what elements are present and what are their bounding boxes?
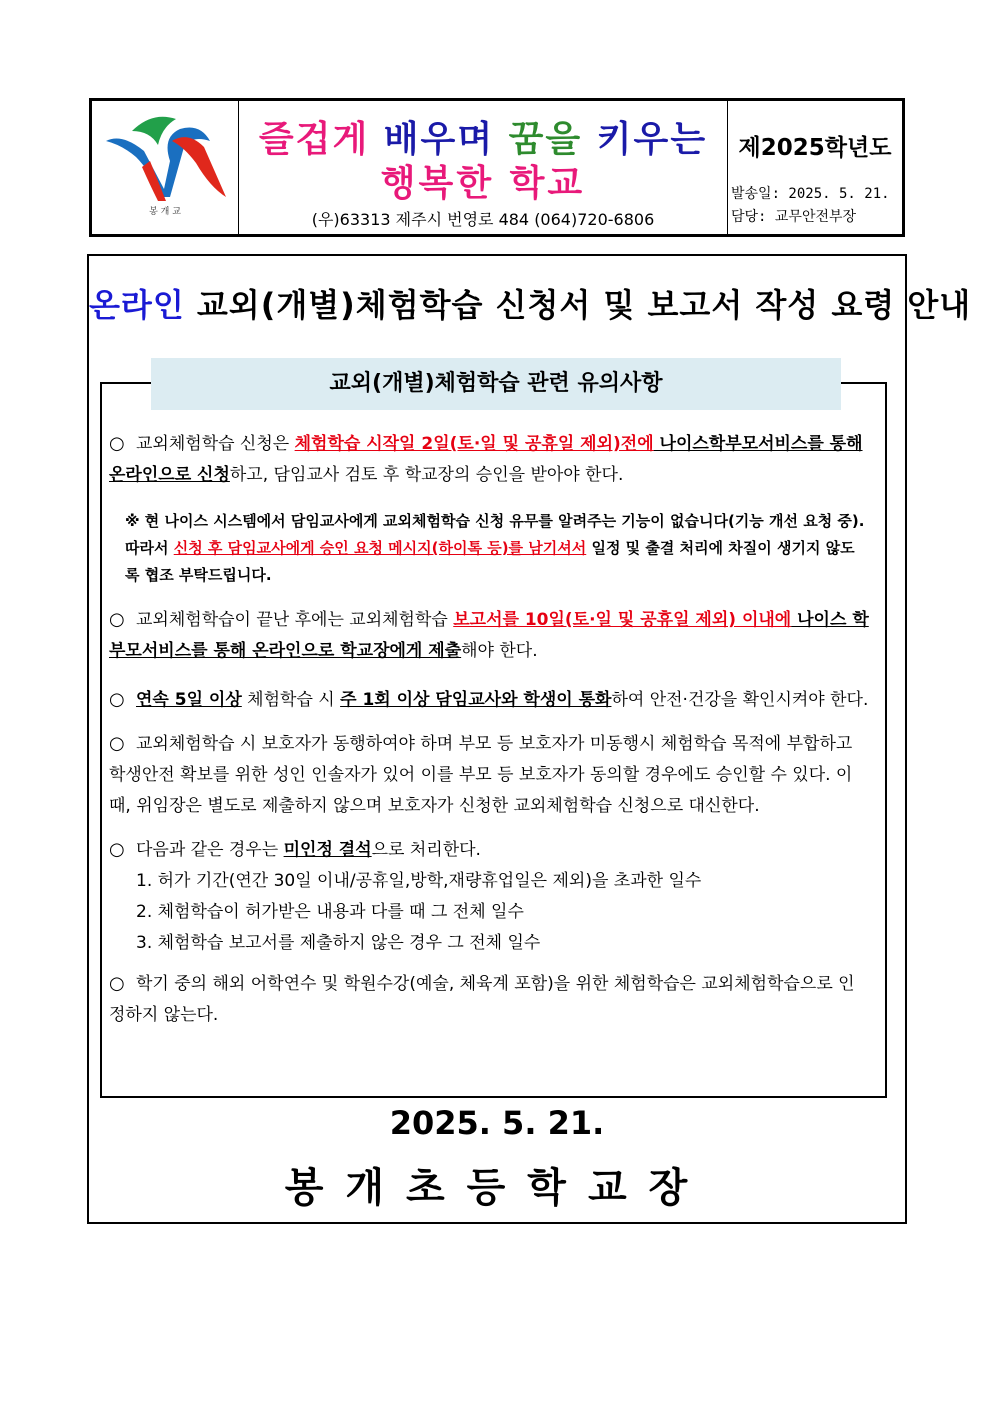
slogan-word <box>494 119 509 160</box>
issue-date: 2025. 5. 21. <box>389 1104 605 1142</box>
emphasis-text: 연속 5일 이상 <box>136 690 242 710</box>
list-item: ○ 교외체험학습 시 보호자가 동행하여야 하며 부모 등 보호자가 미동행시 체험학습 목적에 부합하고 학생안전 확보를 위한 성인 인솔자가 있어 이를 부모 등 보호자가 동의할 경우에도 승인할 수 있다. 이때, 위임장은 별도로 제출하지 않으며 보호자가 신청한 교외체험학습 신청으로 대신한다. <box>109 728 869 822</box>
bullet-icon: ○ <box>109 733 125 754</box>
slogan-word: 꿈을 <box>508 119 583 160</box>
slogan-word: 배우며 <box>383 119 495 160</box>
list-item: ○ 다음과 같은 경우는 미인정 결석으로 처리한다. 1. 허가 기간(연간 30일 이내/공휴일,방학,재량휴업일은 제외)을 초과한 일수 2. 체험학습이 허가받은 내용과 다를 때 그 전체 일수 3. 체험학습 보고서를 제출하지 않은 경우 그 전체 일수 <box>109 834 869 959</box>
svg-text:봉 개 교: 봉 개 교 <box>149 207 181 217</box>
slogan-word: 즐겁게 <box>258 119 370 160</box>
emphasis-text: 주 1회 이상 담임교사와 학생이 통화 <box>340 690 612 710</box>
emphasis-text: 신청 후 담임교사에게 승인 요청 메시지(하이톡 등)를 남기셔서 <box>173 539 587 557</box>
emphasis-text: 나이스 학부모서비스를 통해 온라인으로 학교장에게 제출 <box>109 610 869 661</box>
principal-signature: 봉개초등학교장 <box>284 1165 710 1211</box>
bullet-icon: ○ <box>109 689 125 710</box>
school-year: 제2025학년도 <box>738 135 892 161</box>
school-slogan-area <box>239 101 728 234</box>
emphasis-text: 보고서를 10일(토·일 및 공휴일 제외) 이내에 <box>453 610 792 630</box>
send-date: 발송일: 2025. 5. 21. <box>731 186 890 202</box>
list-item: ○ 학기 중의 해외 어학연수 및 학원수강(예술, 체육계 포함)을 위한 체험학습은 교외체험학습으로 인정하지 않는다. <box>109 968 869 1031</box>
slogan-line-2: 행복한 학교 <box>380 163 586 204</box>
school-logo-icon <box>92 101 238 234</box>
list-item: ○ 교외체험학습 신청은 체험학습 시작일 2일(토·일 및 공휴일 제외)전에 나이스학부모서비스를 통해 온라인으로 신청하고, 담임교사 검토 후 학교장의 승인을 받아야 한다. <box>109 428 869 491</box>
school-logo <box>92 101 239 234</box>
notice-heading: 교외(개별)체험학습 관련 유의사항 <box>151 358 841 410</box>
slogan-word <box>582 119 597 160</box>
slogan-word: 키우는 <box>596 119 708 160</box>
document-meta <box>728 101 902 234</box>
sub-list-item: 2. 체험학습이 허가받은 내용과 다를 때 그 전체 일수 <box>136 902 524 922</box>
bullet-icon: ○ <box>109 839 125 860</box>
bullet-icon: ○ <box>109 433 125 454</box>
bullet-icon: ○ <box>109 973 125 994</box>
page-title <box>89 280 972 326</box>
emphasis-text: 나이스학부모서비스를 통해 온라인으로 신청 <box>109 434 863 485</box>
list-item: ○ 교외체험학습이 끝난 후에는 교외체험학습 보고서를 10일(토·일 및 공휴일 제외) 이내에 나이스 학부모서비스를 통해 온라인으로 학교장에게 제출해야 한다. <box>109 604 869 667</box>
title-prefix: 온라인 <box>89 286 185 324</box>
sub-list-item: 3. 체험학습 보고서를 제출하지 않은 경우 그 전체 일수 <box>136 933 541 953</box>
bullet-icon: ○ <box>109 609 125 630</box>
contact: 담당: 교무안전부장 <box>731 209 857 225</box>
slogan-word <box>369 119 384 160</box>
note-text: ※ 현 나이스 시스템에서 담임교사에게 교외체험학습 신청 유무를 알려주는 기능이 없습니다(기능 개선 요청 중). 따라서 신청 후 담임교사에게 승인 요청 메시지(하이톡 등)를 남기셔서 일정 및 출결 처리에 차질이 생기지 않도록 협조 부탁드립니다. <box>125 512 865 584</box>
list-item: ○ 연속 5일 이상 체험학습 시 주 1회 이상 담임교사와 학생이 통화하여 안전·건강을 확인시켜야 한다. <box>109 684 869 716</box>
title-rest: 교외(개별)체험학습 신청서 및 보고서 작성 요령 안내 <box>184 286 972 324</box>
emphasis-text: 체험학습 시작일 2일(토·일 및 공휴일 제외)전에 <box>294 434 654 454</box>
sub-list-item: 1. 허가 기간(연간 30일 이내/공휴일,방학,재량휴업일은 제외)을 초과한 일수 <box>136 871 702 891</box>
emphasis-text: 미인정 결석 <box>283 840 372 860</box>
school-address: (우)63313 제주시 번영로 484 (064)720-6806 <box>311 210 655 229</box>
letterhead <box>89 98 905 237</box>
notice-document <box>87 254 972 1224</box>
